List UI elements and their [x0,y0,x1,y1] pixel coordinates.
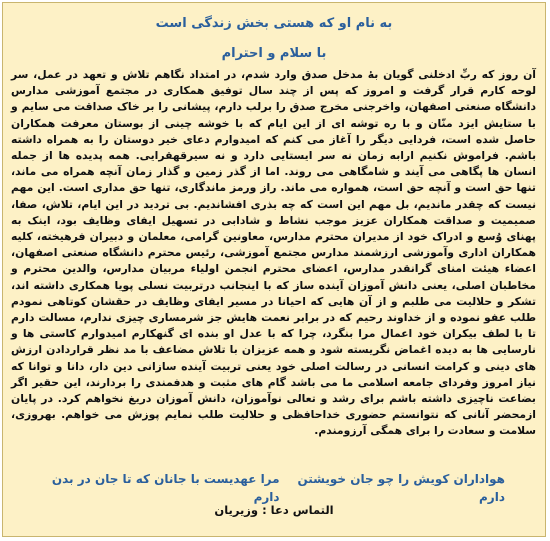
farewell-letter-card [2,2,546,537]
letter-body: آن روز که ربِّ ادخلنی گویان بهٔ مدخل صدق وارد شدم، در امتداد نگاهم تلاش و تعهد در عمل، سر لوحه کارم قرار گرفت و امروز که پس از چند سال توفیق همکاری در مجتمع آموزشی مدارس دانشگاه صنعتی اصفهان، واخرجنی مخرج صدق را برلب دارم، پیشانی را بر خاک صداقت می سایم و با ستایش ایزد منّان و با ره توشه ای از این ایام که با خوشه چینی از بوستان معرفت همکاران حاصل شده است، فردایی دیگر را آغاز می کنم که امیدوارم دعای خیر دوستان را به همراه داشته باشم. فراموش نکنیم ارابه زمان نه سر ایستایی دارد و نه سیرقهقرایی. همه پدیده ها از جمله انسان ها پگاهی می آیند و شامگاهی می روند. اما از گذر زمین و گذار زمان آنچه همراه می ماند، تنها حق است و آنچه حق است، همواره می ماند. راز ورمز ماندگاری، تنها حق مداری است. این مهم نیست که چقدر ماندیم، بل مهم این است که چه بذری افشاندیم. بی تردید در این ایام، تلاش، صفا، صمیمیت و صداقت همکاران عزیز موجب نشاط و شادابی در تسهیل ایفای وظایف بود، اینک به پهنای وُسع و ادراک خود از مدیران محترم مدارس، معاونین گرامی، معلمان و دبیران فرهیخته، کلیه همکاران اداری وآموزشی ارزشمند مدارس مجتمع آموزشی، رئیس محترم دانشگاه صنعتی اصفهان، اعضاء هیئت امنای گرانقدر مدارس، اعضای محترم انجمن اولیاء مربیان مدارس، والدین محترم و مخاطبان اصلی، یعنی دانش آموزان آینده ساز که با اینجانب درتربیت نسلی پویا همکاری داشته اند، تشکر و حلالیت می طلبم و از آن هایی که احیانا در مسیر ایفای وظایف در حقشان کوتاهی نمودم طلب عفو نموده و از خداوند رحیم که در برابر نعمت هایش جز شرمساری چیزی ندارم، مسالت دارم تا با لطف بیکران خود اعمال مرا بنگرد، چرا که با عدل او بنده ای گنهکارم امیدوارم کاستی ها و نارسایی ها به دیده اغماض نگریسته شود و همه عزیزان با تلاش مضاعف با مد نظر قراردادن ارزش های دینی و کرامت انسانی در رسالت اصلی خود یعنی تربیت آینده سازانی دین دار، دانا و توانا که نیاز امروز وفردای جامعه اسلامی ما می باشد گام های مثبت و هدفمندی را بردارند، این حقیر اگر بضاعت ناچیزی داشته باشم برای رشد و تعالی نوآموزان، دانش آموزان دریغ نخواهم کرد. در پایان ازمحضر آنانی که نتوانستم حضوری خداحافظی و حلالیت طلب نمایم پوزش می خواهم. بهروزی، سلامت و سعادت را برای همگی آرزومندم. [11,68,536,438]
letter-title: به نام او که هستی بخش زندگی است [155,16,393,31]
verse-right-hemistich: هواداران کویش را چو جان خویشتن دارم [297,472,505,504]
letter-greeting: با سلام و احترام [221,46,327,61]
verse-left-hemistich: مرا عهدیست با جانان که تا جان در بدن دارم [51,472,280,504]
letter-signature: التماس دعا : وزیریان [214,503,334,517]
